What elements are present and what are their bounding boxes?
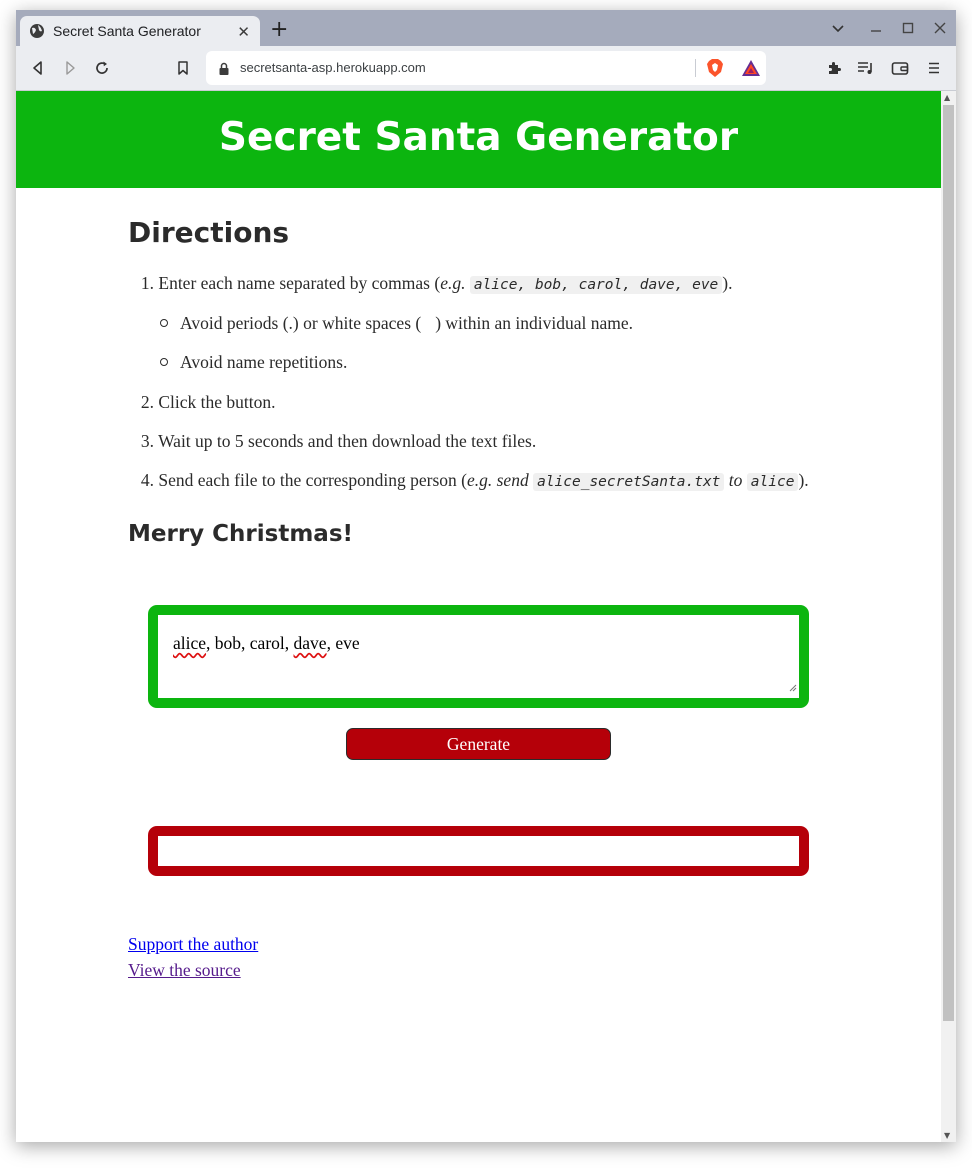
eg-label: e.g. bbox=[440, 273, 466, 293]
view-source-link[interactable]: View the source bbox=[128, 960, 241, 980]
step-number: 1. bbox=[140, 273, 154, 293]
back-icon[interactable] bbox=[28, 58, 48, 78]
browser-window bbox=[16, 10, 956, 1142]
rewards-icon[interactable] bbox=[741, 59, 761, 81]
to-label: to bbox=[728, 470, 743, 490]
globe-icon bbox=[29, 23, 45, 39]
step-text: ). bbox=[722, 273, 733, 293]
lock-icon bbox=[218, 61, 230, 80]
step-4 bbox=[128, 470, 809, 491]
page-viewport bbox=[16, 91, 941, 1142]
subitem-1 bbox=[160, 313, 633, 334]
page-scrollbar[interactable] bbox=[941, 91, 956, 1142]
step-text: Enter each name separated by commas ( bbox=[158, 273, 441, 293]
address-url: secretsanta-asp.herokuapp.com bbox=[240, 60, 426, 75]
wallet-icon[interactable] bbox=[890, 58, 910, 78]
names-text: , eve bbox=[326, 633, 360, 653]
step-number: 3. bbox=[140, 431, 154, 451]
step-number: 2. bbox=[140, 392, 154, 412]
subitem-text: Avoid name repetitions. bbox=[180, 352, 348, 372]
subitem-text: ) within an individual name. bbox=[435, 313, 634, 333]
brave-shields-icon[interactable] bbox=[706, 58, 724, 82]
extensions-icon[interactable] bbox=[824, 58, 844, 78]
example-code: alice, bob, carol, dave, eve bbox=[470, 276, 722, 294]
misspelled-word: dave bbox=[293, 633, 327, 653]
address-bar[interactable] bbox=[206, 51, 766, 85]
step-text: Send each file to the corresponding person ( bbox=[158, 470, 467, 490]
eg-label: e.g. send bbox=[466, 470, 529, 490]
output-area bbox=[158, 836, 799, 866]
bookmark-icon[interactable] bbox=[173, 58, 193, 78]
step-number: 4. bbox=[140, 470, 154, 490]
subitem-2 bbox=[160, 352, 347, 373]
support-author-link[interactable]: Support the author bbox=[128, 934, 259, 954]
close-window-icon[interactable] bbox=[928, 16, 952, 40]
misspelled-word: alice bbox=[173, 633, 207, 653]
step-text: ). bbox=[798, 470, 809, 490]
subitem-text: Avoid periods (.) or white spaces ( bbox=[180, 313, 422, 333]
scroll-down-icon[interactable]: ▼ bbox=[944, 1131, 951, 1140]
generate-button[interactable]: Generate bbox=[346, 728, 611, 760]
media-queue-icon[interactable] bbox=[856, 58, 876, 78]
address-divider bbox=[695, 59, 696, 77]
output-frame bbox=[148, 826, 809, 876]
step-text: Wait up to 5 seconds and then download the text files. bbox=[158, 431, 537, 451]
tab-strip bbox=[16, 10, 956, 46]
step-text: Click the button. bbox=[158, 392, 276, 412]
person-code: alice bbox=[747, 473, 799, 491]
browser-toolbar bbox=[16, 46, 956, 91]
tab-search-icon[interactable] bbox=[826, 16, 850, 40]
maximize-icon[interactable] bbox=[896, 16, 920, 40]
resize-grip-icon[interactable] bbox=[789, 677, 797, 696]
file-code: alice_secretSanta.txt bbox=[533, 473, 724, 491]
menu-icon[interactable] bbox=[924, 58, 944, 78]
page-title: Secret Santa Generator bbox=[218, 115, 739, 160]
minimize-icon[interactable] bbox=[864, 16, 888, 40]
tab-title: Secret Santa Generator bbox=[53, 23, 201, 39]
merry-christmas-heading: Merry Christmas! bbox=[128, 521, 354, 547]
step-1 bbox=[128, 273, 732, 294]
names-input-frame bbox=[148, 605, 809, 708]
names-text: , bob, carol, bbox=[206, 633, 294, 653]
step-2 bbox=[128, 392, 276, 413]
forward-icon[interactable] bbox=[60, 58, 80, 78]
bullet-icon bbox=[160, 319, 168, 327]
names-input[interactable] bbox=[158, 615, 799, 698]
bullet-icon bbox=[160, 358, 168, 366]
reload-icon[interactable] bbox=[92, 58, 112, 78]
directions-heading: Directions bbox=[128, 216, 290, 249]
page-banner bbox=[16, 91, 941, 188]
tab-close-icon[interactable]: ✕ bbox=[237, 23, 250, 41]
scroll-thumb[interactable] bbox=[943, 105, 954, 1021]
scroll-up-icon[interactable]: ▲ bbox=[944, 93, 951, 102]
tab-secret-santa[interactable] bbox=[20, 16, 260, 46]
new-tab-button[interactable]: + bbox=[270, 17, 289, 42]
step-3 bbox=[128, 431, 536, 452]
